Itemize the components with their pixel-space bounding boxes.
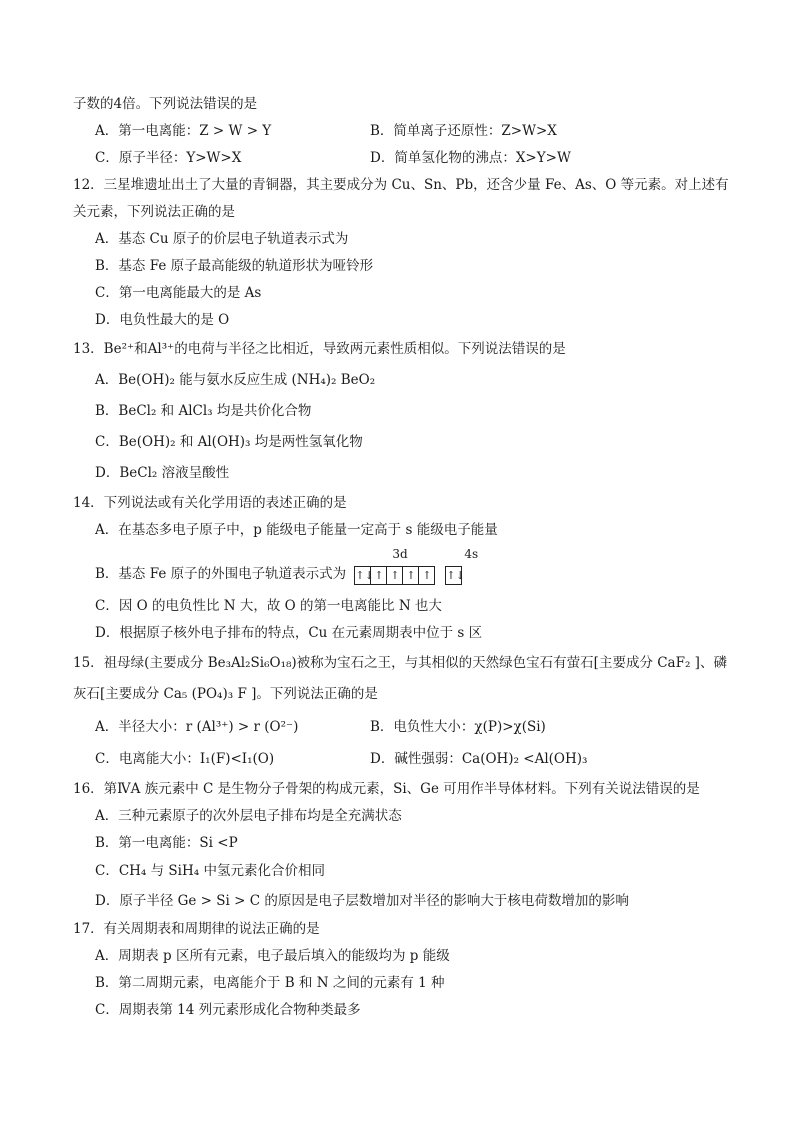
q12-option-d: D．电负性最大的是 O — [95, 312, 230, 328]
label-3d: 3d — [392, 547, 408, 562]
q12-stem-2: 关元素，下列说法正确的是 — [73, 204, 235, 220]
orbital-box-4s-1: ↑↓ — [445, 566, 462, 585]
q11-option-d: D．简单氢化物的沸点：X>Y>W — [370, 150, 571, 166]
q12-option-a: A．基态 Cu 原子的价层电子轨道表示式为 — [95, 231, 349, 247]
q15-option-b: B．电负性大小：χ(P)>χ(Si) — [370, 719, 546, 735]
q13-option-c: C．Be(OH)₂ 和 Al(OH)₃ 均是两性氢氧化物 — [95, 434, 363, 450]
q11-options-cd — [95, 145, 734, 171]
q13-option-b: B．BeCl₂ 和 AlCl₃ 均是共价化合物 — [95, 403, 312, 419]
q15-options-ab — [95, 714, 734, 740]
q17-option-c: C．周期表第 14 列元素形成化合物种类最多 — [95, 1002, 361, 1018]
orbital-box-3d-5: ↑ — [418, 566, 435, 585]
q14-option-b-text: B．基态 Fe 原子的外围电子轨道表示式为 — [95, 566, 347, 582]
q13-option-d: D．BeCl₂ 溶液呈酸性 — [95, 465, 230, 481]
q15-option-c: C．电离能大小：I₁(F)<I₁(O) — [95, 751, 275, 767]
q14-option-d: D．根据原子核外电子排布的特点，Cu 在元素周期表中位于 s 区 — [95, 625, 483, 641]
q17-option-b: B．第二周期元素，电离能介于 B 和 N 之间的元素有 1 种 — [95, 975, 445, 991]
q17-stem: 17．有关周期表和周期律的说法正确的是 — [73, 921, 320, 937]
q15-option-a: A．半径大小：r (Al³⁺) > r (O²⁻) — [95, 719, 299, 735]
q17-option-a: A．周期表 p 区所有元素，电子最后填入的能级均为 p 能级 — [95, 948, 450, 964]
q11-stem-end: 子数的4倍。下列说法错误的是 — [73, 96, 258, 112]
orbital-4s-boxes — [445, 560, 465, 590]
orbital-box-3d-1: ↑↓ — [354, 566, 370, 585]
q16-option-a: A．三种元素原子的次外层电子排布均是全充满状态 — [95, 808, 402, 824]
q15-stem-2: 灰石[主要成分 Ca₅ (PO₄)₃ F ]。下列说法正确的是 — [73, 686, 378, 702]
q12-option-b: B．基态 Fe 原子最高能级的轨道形状为哑铃形 — [95, 258, 374, 274]
q15-option-d: D．碱性强弱：Ca(OH)₂ <Al(OH)₃ — [370, 751, 588, 767]
q16-option-b: B．第一电离能：Si <P — [95, 835, 238, 851]
q14-option-b — [95, 547, 734, 589]
q14-option-a: A．在基态多电子原子中，p 能级电子能量一定高于 s 能级电子能量 — [95, 522, 498, 538]
q11-options-ab — [95, 118, 734, 144]
q12-stem-1: 12．三星堆遗址出土了大量的青铜器，其主要成分为 Cu、Sn、Pb，还含少量 Fe、As、O 等元素。对上述有 — [73, 177, 729, 193]
q15-options-cd — [95, 746, 734, 772]
orbital-box-3d-4: ↑ — [402, 566, 418, 585]
q12-option-c: C．第一电离能最大的是 As — [95, 285, 262, 301]
q16-option-d: D．原子半径 Ge > Si > C 的原因是电子层数增加对半径的影响大于核电荷数增加的影响 — [95, 893, 629, 909]
orbital-box-3d-3: ↑ — [386, 566, 402, 585]
q16-option-c: C．CH₄ 与 SiH₄ 中氢元素化合价相同 — [95, 863, 325, 879]
orbital-diagram — [354, 547, 479, 590]
orbital-box-3d-2: ↑ — [370, 566, 386, 585]
q13-option-a: A．Be(OH)₂ 能与氨水反应生成 (NH₄)₂ BeO₂ — [95, 372, 376, 388]
q11-option-a: A．第一电离能：Z > W > Y — [95, 123, 272, 139]
q16-stem: 16．第ⅣA 族元素中 C 是生物分子骨架的构成元素，Si、Ge 可用作半导体材料。下列有关说法错误的是 — [73, 781, 700, 797]
q11-option-b: B．简单离子还原性：Z>W>X — [370, 123, 557, 139]
q15-stem-1: 15．祖母绿(主要成分 Be₃Al₂Si₆O₁₈)被称为宝石之王，与其相似的天然绿色宝石有萤石[主要成分 CaF₂ ]、磷 — [73, 655, 727, 671]
q14-stem: 14．下列说法或有关化学用语的表述正确的是 — [73, 495, 347, 511]
q11-option-c: C．原子半径：Y>W>X — [95, 150, 242, 166]
q13-stem: 13．Be²⁺和Al³⁺的电荷与半径之比相近，导致两元素性质相似。下列说法错误的是 — [73, 341, 566, 357]
label-4s: 4s — [464, 547, 479, 562]
q14-option-c: C．因 O 的电负性比 N 大，故 O 的第一电离能比 N 也大 — [95, 598, 442, 614]
